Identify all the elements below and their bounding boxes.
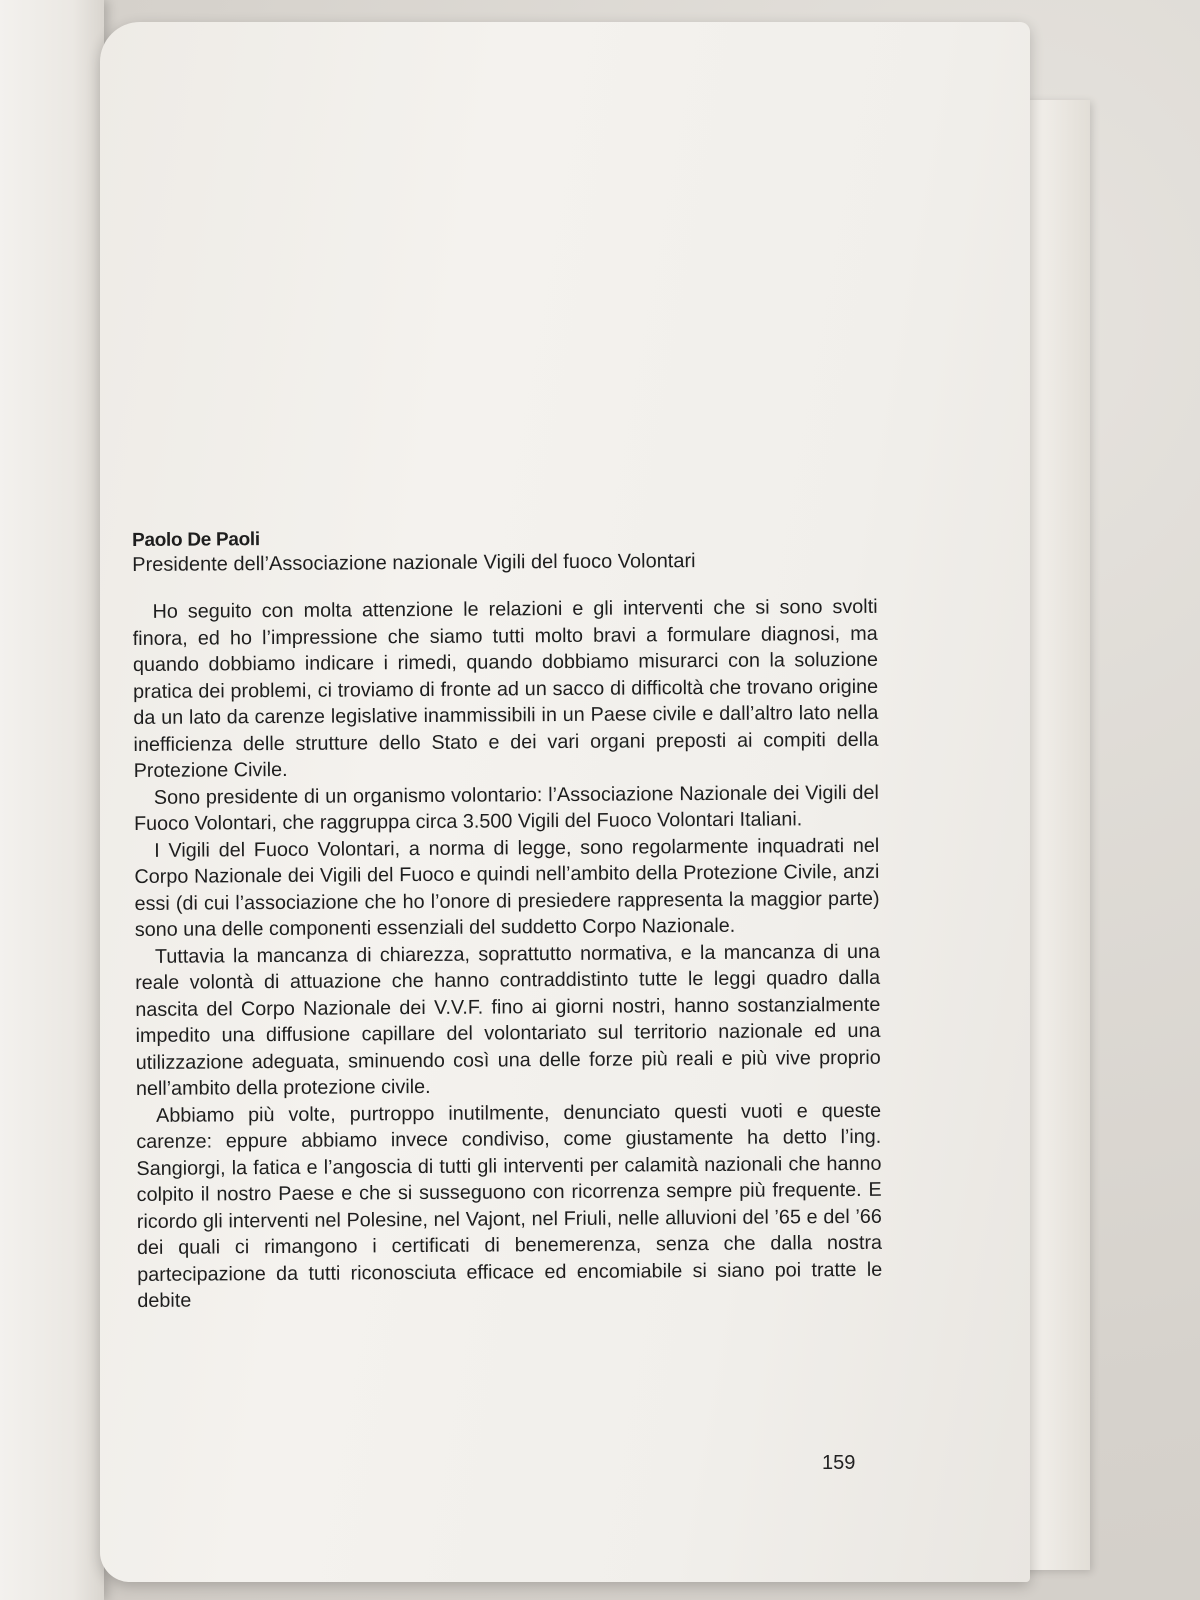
facing-page [0, 0, 104, 1600]
author-role: Presidente dell’Associazione nazionale Vigili del fuoco Volontari [132, 550, 696, 576]
page-number: 159 [822, 1452, 856, 1474]
author-name: Paolo De Paoli [132, 529, 260, 551]
article-body [132, 525, 882, 1315]
paragraph: Ho seguito con molta attenzione le relazioni e gli interventi che si sono svolti finora, ed ho l’impressione che siamo tutti molto bravi a formulare diagnosi, ma quando dobbiamo indicare i rimedi, quando dobbiamo misurarci con la soluzione pratica dei problemi, ci troviamo di fronte ad un sacco di difficoltà che trovano origine da un lato da carenze legislative inammissibili in un Paese civile e dall’altro lato nella inefficienza delle strutture dello Stato e dei vari organi preposti ai compiti della Protezione Civile. [132, 595, 879, 782]
paragraph: Sono presidente di un organismo volontario: l’Associazione Nazionale dei Vigili del Fuoco Volontari, che raggruppa circa 3.500 Vigili del Fuoco Volontari Italiani. [133, 781, 879, 835]
paragraph: I Vigili del Fuoco Volontari, a norma di legge, sono regolarmente inquadrati nel Corpo Nazionale dei Vigili del Fuoco e quindi nell’ambito della Protezione Civile, anzi essi (di cui l’associazione che ho l’onore di presiedere rappresenta la maggior parte) sono una delle componenti essenziali del suddetto Corpo Nazionale. [134, 834, 880, 941]
paragraph: Tuttavia la mancanza di chiarezza, soprattutto normativa, e la mancanza di una reale volontà di attuazione che hanno contraddistinto tutte le leggi quadro dalla nascita del Corpo Nazionale dei V.V.F. fino ai giorni nostri, hanno sostanzialmente impedito una diffusione capillare del volontariato sul territorio nazionale ed una utilizzazione adeguata, sminuendo così una delle forze più reali e più vive proprio nell’ambito della protezione civile. [135, 940, 881, 1100]
paragraph: Abbiamo più volte, purtroppo inutilmente, denunciato questi vuoti e queste carenze: eppure abbiamo invece condiviso, come giustamente ha detto l’ing. Sangiorgi, la fatica e l’angoscia di tutti gli interventi per calamità nazionali che hanno colpito il nostro Paese e che si susseguono con ricorrenza sempre più frequente. E ricordo gli interventi nel Polesine, nel Vajont, nel Friuli, nelle alluvioni del ’65 e del ’66 dei quali ci rimangono i certificati di benemerenza, senza che dalla nostra partecipazione da tutti riconosciuta efficace ed encomiabile si siano poi tratte le debite [136, 1099, 883, 1312]
